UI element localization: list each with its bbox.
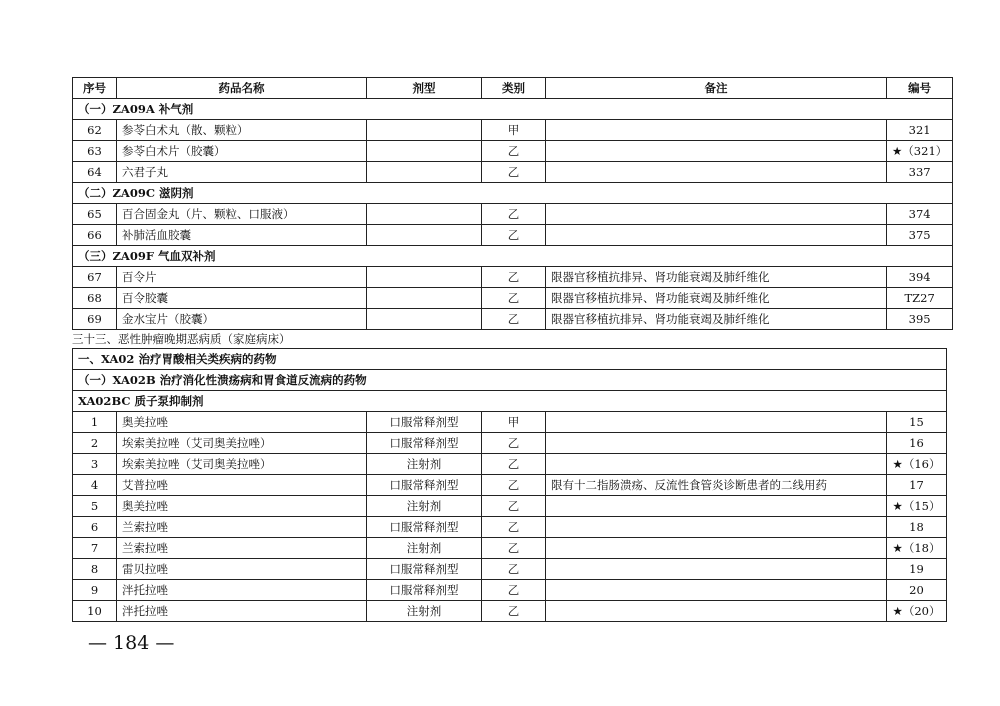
cell-seq: 67 bbox=[73, 267, 117, 288]
category-row bbox=[73, 349, 947, 370]
table-row bbox=[73, 601, 947, 622]
cell-name: 雷贝拉唑 bbox=[117, 559, 367, 580]
cell-category: 乙 bbox=[482, 496, 546, 517]
cell-seq: 2 bbox=[73, 433, 117, 454]
category-row bbox=[73, 391, 947, 412]
table-row bbox=[73, 559, 947, 580]
group-row bbox=[73, 246, 953, 267]
category-level1: 一、XA02 治疗胃酸相关类疾病的药物 bbox=[73, 349, 947, 370]
table-row bbox=[73, 225, 953, 246]
table-row bbox=[73, 288, 953, 309]
cell-name: 埃索美拉唑（艾司奥美拉唑） bbox=[117, 454, 367, 475]
cell-category: 乙 bbox=[482, 225, 546, 246]
cell-code: 19 bbox=[887, 559, 947, 580]
cell-seq: 9 bbox=[73, 580, 117, 601]
cell-seq: 3 bbox=[73, 454, 117, 475]
group-row bbox=[73, 183, 953, 204]
page-number: — 184 — bbox=[88, 632, 175, 654]
cell-note: 限器官移植抗排异、肾功能衰竭及肺纤维化 bbox=[546, 309, 887, 330]
cell-category: 乙 bbox=[482, 267, 546, 288]
cell-form: 注射剂 bbox=[367, 496, 482, 517]
col-header-name: 药品名称 bbox=[117, 78, 367, 99]
cell-note bbox=[546, 412, 887, 433]
col-header-seq: 序号 bbox=[73, 78, 117, 99]
cell-form bbox=[367, 162, 482, 183]
table-row bbox=[73, 309, 953, 330]
cell-name: 兰索拉唑 bbox=[117, 538, 367, 559]
table-row bbox=[73, 162, 953, 183]
cell-name: 百令片 bbox=[117, 267, 367, 288]
cell-note bbox=[546, 559, 887, 580]
cell-code: ★（20） bbox=[887, 601, 947, 622]
table-row bbox=[73, 141, 953, 162]
cell-category: 乙 bbox=[482, 162, 546, 183]
table-row bbox=[73, 120, 953, 141]
category-level3: XA02BC 质子泵抑制剂 bbox=[73, 391, 947, 412]
cell-name: 金水宝片（胶囊） bbox=[117, 309, 367, 330]
cell-code: 321 bbox=[887, 120, 953, 141]
cell-form bbox=[367, 204, 482, 225]
group-title: （三）ZA09F 气血双补剂 bbox=[73, 246, 953, 267]
cell-form: 口服常释剂型 bbox=[367, 433, 482, 454]
cell-seq: 68 bbox=[73, 288, 117, 309]
cell-note bbox=[546, 120, 887, 141]
table-row bbox=[73, 433, 947, 454]
cell-seq: 62 bbox=[73, 120, 117, 141]
cell-category: 乙 bbox=[482, 475, 546, 496]
cell-form bbox=[367, 309, 482, 330]
cell-seq: 7 bbox=[73, 538, 117, 559]
cell-code: 17 bbox=[887, 475, 947, 496]
cell-form bbox=[367, 225, 482, 246]
cell-note bbox=[546, 433, 887, 454]
cell-name: 兰索拉唑 bbox=[117, 517, 367, 538]
table-row bbox=[73, 580, 947, 601]
cell-note bbox=[546, 204, 887, 225]
cell-form: 口服常释剂型 bbox=[367, 475, 482, 496]
cell-code: 18 bbox=[887, 517, 947, 538]
cell-form bbox=[367, 288, 482, 309]
section-heading: 三十三、恶性肿瘤晚期恶病质（家庭病床） bbox=[72, 332, 291, 346]
cell-form: 注射剂 bbox=[367, 538, 482, 559]
cell-seq: 65 bbox=[73, 204, 117, 225]
table-row bbox=[73, 475, 947, 496]
col-header-category: 类别 bbox=[482, 78, 546, 99]
cell-seq: 63 bbox=[73, 141, 117, 162]
cell-category: 乙 bbox=[482, 538, 546, 559]
cell-name: 补肺活血胶囊 bbox=[117, 225, 367, 246]
cell-note bbox=[546, 538, 887, 559]
cell-seq: 4 bbox=[73, 475, 117, 496]
category-row bbox=[73, 370, 947, 391]
cell-form bbox=[367, 120, 482, 141]
cell-category: 乙 bbox=[482, 454, 546, 475]
table-row bbox=[73, 538, 947, 559]
cell-name: 百令胶囊 bbox=[117, 288, 367, 309]
cell-category: 乙 bbox=[482, 204, 546, 225]
cell-name: 泮托拉唑 bbox=[117, 580, 367, 601]
cell-seq: 5 bbox=[73, 496, 117, 517]
col-header-code: 编号 bbox=[887, 78, 953, 99]
table-row bbox=[73, 454, 947, 475]
cell-name: 百合固金丸（片、颗粒、口服液） bbox=[117, 204, 367, 225]
cell-note bbox=[546, 225, 887, 246]
col-header-note: 备注 bbox=[546, 78, 887, 99]
cell-category: 乙 bbox=[482, 580, 546, 601]
cell-note bbox=[546, 580, 887, 601]
cell-name: 参苓白术片（胶囊） bbox=[117, 141, 367, 162]
group-title: （一）ZA09A 补气剂 bbox=[73, 99, 953, 120]
cell-note: 限器官移植抗排异、肾功能衰竭及肺纤维化 bbox=[546, 288, 887, 309]
cell-code: TZ27 bbox=[887, 288, 953, 309]
cell-code: 395 bbox=[887, 309, 953, 330]
cell-code: 337 bbox=[887, 162, 953, 183]
cell-code: 16 bbox=[887, 433, 947, 454]
cell-code: 20 bbox=[887, 580, 947, 601]
cell-code: 374 bbox=[887, 204, 953, 225]
cell-note: 限器官移植抗排异、肾功能衰竭及肺纤维化 bbox=[546, 267, 887, 288]
cell-note bbox=[546, 141, 887, 162]
cell-category: 甲 bbox=[482, 120, 546, 141]
cell-name: 艾普拉唑 bbox=[117, 475, 367, 496]
cell-code: 15 bbox=[887, 412, 947, 433]
drug-table-upper bbox=[72, 77, 953, 330]
group-row bbox=[73, 99, 953, 120]
cell-form: 注射剂 bbox=[367, 601, 482, 622]
cell-name: 参苓白术丸（散、颗粒） bbox=[117, 120, 367, 141]
cell-code: ★（15） bbox=[887, 496, 947, 517]
cell-category: 乙 bbox=[482, 517, 546, 538]
cell-note bbox=[546, 496, 887, 517]
cell-name: 埃索美拉唑（艾司奥美拉唑） bbox=[117, 433, 367, 454]
cell-category: 乙 bbox=[482, 288, 546, 309]
cell-category: 乙 bbox=[482, 433, 546, 454]
cell-category: 乙 bbox=[482, 559, 546, 580]
cell-name: 奥美拉唑 bbox=[117, 412, 367, 433]
cell-name: 六君子丸 bbox=[117, 162, 367, 183]
cell-code: ★（16） bbox=[887, 454, 947, 475]
cell-form bbox=[367, 141, 482, 162]
cell-form: 口服常释剂型 bbox=[367, 517, 482, 538]
cell-form bbox=[367, 267, 482, 288]
cell-name: 泮托拉唑 bbox=[117, 601, 367, 622]
category-level2: （一）XA02B 治疗消化性溃疡病和胃食道反流病的药物 bbox=[73, 370, 947, 391]
cell-code: 375 bbox=[887, 225, 953, 246]
cell-note bbox=[546, 162, 887, 183]
cell-form: 注射剂 bbox=[367, 454, 482, 475]
cell-seq: 66 bbox=[73, 225, 117, 246]
cell-note: 限有十二指肠溃疡、反流性食管炎诊断患者的二线用药 bbox=[546, 475, 887, 496]
cell-seq: 8 bbox=[73, 559, 117, 580]
cell-code: ★（321） bbox=[887, 141, 953, 162]
cell-category: 乙 bbox=[482, 309, 546, 330]
cell-code: 394 bbox=[887, 267, 953, 288]
table-header-row bbox=[73, 78, 953, 99]
table-row bbox=[73, 517, 947, 538]
cell-seq: 6 bbox=[73, 517, 117, 538]
cell-note bbox=[546, 517, 887, 538]
table-row bbox=[73, 204, 953, 225]
drug-table-lower bbox=[72, 348, 947, 622]
cell-category: 甲 bbox=[482, 412, 546, 433]
table-row bbox=[73, 267, 953, 288]
cell-form: 口服常释剂型 bbox=[367, 580, 482, 601]
cell-note bbox=[546, 601, 887, 622]
group-title: （二）ZA09C 滋阴剂 bbox=[73, 183, 953, 204]
table-row bbox=[73, 412, 947, 433]
cell-seq: 10 bbox=[73, 601, 117, 622]
cell-category: 乙 bbox=[482, 141, 546, 162]
cell-seq: 69 bbox=[73, 309, 117, 330]
cell-form: 口服常释剂型 bbox=[367, 559, 482, 580]
cell-code: ★（18） bbox=[887, 538, 947, 559]
cell-seq: 1 bbox=[73, 412, 117, 433]
cell-form: 口服常释剂型 bbox=[367, 412, 482, 433]
col-header-form: 剂型 bbox=[367, 78, 482, 99]
cell-name: 奥美拉唑 bbox=[117, 496, 367, 517]
cell-note bbox=[546, 454, 887, 475]
table-row bbox=[73, 496, 947, 517]
cell-seq: 64 bbox=[73, 162, 117, 183]
cell-category: 乙 bbox=[482, 601, 546, 622]
